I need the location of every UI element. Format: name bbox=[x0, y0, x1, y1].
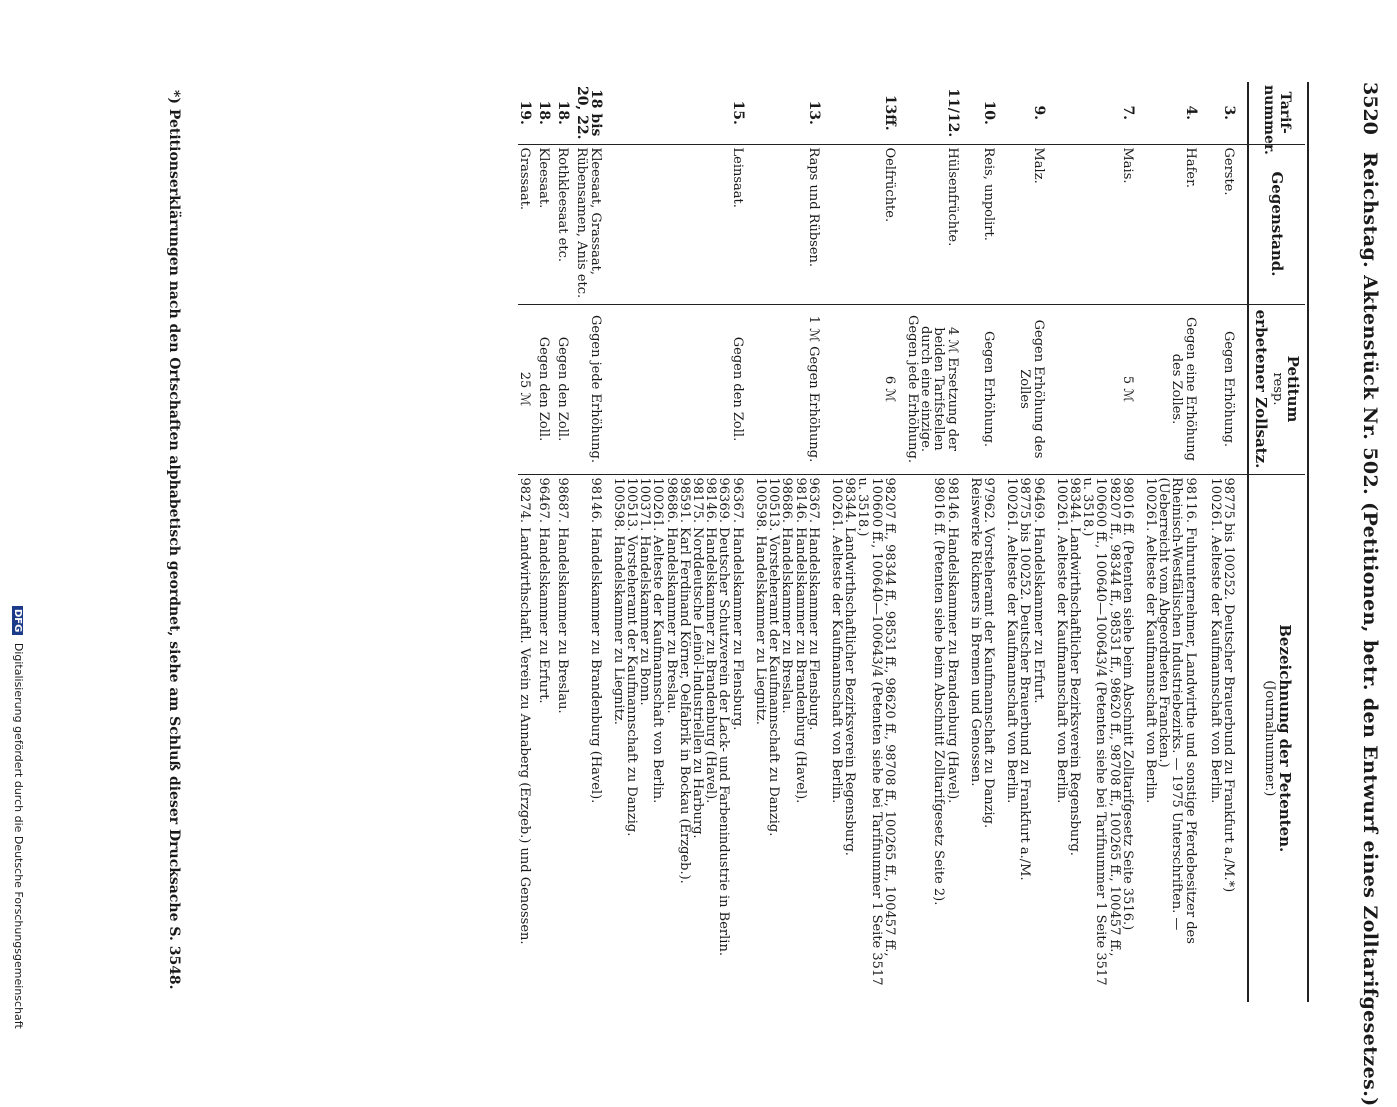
petitioner-entry: 100598. Handelskammer zu Liegnitz. bbox=[610, 477, 626, 725]
object-name: Raps und Rübsen. bbox=[754, 144, 830, 304]
header-rule bbox=[1307, 82, 1309, 1002]
object-name: Hafer. bbox=[1144, 144, 1209, 304]
petitum-value: Gegen den Zoll. bbox=[612, 304, 754, 474]
tariff-number: 9. bbox=[1005, 82, 1055, 144]
petitioner-entry: 96469. Handelskammer zu Erfurt. bbox=[1030, 477, 1046, 704]
petitioners-cell bbox=[754, 474, 830, 1002]
col-header-object: Gegenstand. bbox=[1248, 144, 1305, 304]
tariff-number: 7. bbox=[1055, 82, 1144, 144]
petitioner-entry: 98146. Handelskammer zu Brandenburg (Havel). bbox=[792, 477, 808, 804]
dfg-logo-badge: DFG bbox=[12, 606, 23, 635]
object-name: Grassaat. bbox=[518, 144, 537, 304]
petitioner-entry: 96467. Handelskammer zu Erfurt. bbox=[536, 477, 552, 704]
tariff-number: 19. bbox=[518, 82, 537, 144]
petitioner-entry: 100513. Vorsteheramt der Kaufmannschaft zu Danzig. bbox=[624, 477, 640, 837]
petitum-value: 4 ℳ Ersetzung der beiden Tarifstellen durch eine einzige. Gegen jede Erhöhung. bbox=[906, 304, 969, 474]
digitization-note bbox=[12, 606, 25, 1029]
petitioner-entry: 98775 bis 100252. Deutscher Brauerbund zu Frankfurt a./M.*) bbox=[1221, 477, 1236, 893]
tariff-number: 13. bbox=[754, 82, 830, 144]
tariff-number: 18 bis 20, 22. bbox=[575, 82, 611, 144]
petitioners-cell bbox=[518, 474, 537, 1002]
petitioners-cell bbox=[612, 474, 754, 1002]
petitioners-cell bbox=[1209, 474, 1248, 1002]
page-title: Reichstag. Aktenstück Nr. 502. (Petitionen, betr. den Entwurf eines Zolltarifgesetzes.) bbox=[1359, 152, 1381, 1107]
petitioner-entry: 100261. Aelteste der Kaufmannschaft von Berlin. bbox=[1207, 477, 1223, 804]
table-header-row bbox=[1248, 82, 1305, 1002]
petitioner-entry: 98775 bis 100252. Deutscher Brauerbund zu Frankfurt a./M. bbox=[1017, 477, 1033, 881]
petitioners-title: Bezeichnung der Petenten. bbox=[1276, 624, 1294, 853]
petitioner-entry: 100261. Aelteste der Kaufmannschaft von Berlin. bbox=[650, 477, 666, 804]
petitum-sub1: resp. bbox=[1270, 372, 1285, 406]
petitioner-entry: 100513. Vorsteheramt der Kaufmannschaft zu Danzig. bbox=[766, 477, 782, 837]
petitum-value: 6 ℳ bbox=[830, 304, 906, 474]
table-row bbox=[537, 82, 556, 1002]
petitioner-entry: 98146. Handelskammer zu Brandenburg (Havel). bbox=[703, 477, 719, 804]
object-name: Mais. bbox=[1055, 144, 1144, 304]
petitum-value: Gegen den Zoll. bbox=[556, 304, 575, 474]
col-header-petitum bbox=[1248, 304, 1305, 474]
petitioner-entry: 100261. Aelteste der Kaufmannschaft von Berlin. bbox=[1004, 477, 1020, 804]
object-name: Hülsenfrüchte. bbox=[906, 144, 969, 304]
petitioner-entry: 98344. Landwirthschaftlicher Bezirksverein Regensburg. bbox=[842, 477, 858, 856]
petitioners-cell bbox=[556, 474, 575, 1002]
petitioner-entry: 98207 ff., 98344 ff., 98531 ff., 98620 ff., 98708 ff., 100265 ff., 100457 ff., 100600 ff., 100640—100643/4 (Petenten siehe bei Tarifnummer 1 Seite 3517 u. 3518.) bbox=[855, 477, 897, 986]
petitum-value: Gegen jede Erhöhung. bbox=[575, 304, 611, 474]
table-row bbox=[518, 82, 537, 1002]
table-row bbox=[1055, 82, 1144, 1002]
petitioner-entry: 96367. Handelskammer zu Flensburg. bbox=[729, 477, 745, 731]
petitioner-entry: 100261. Aelteste der Kaufmannschaft von Berlin. bbox=[1053, 477, 1069, 804]
petitioner-entry: 98016 ff. (Petenten siehe beim Abschnitt Zolltarifgesetz Seite 2). bbox=[931, 477, 947, 906]
petitum-value: Gegen den Zoll. bbox=[537, 304, 556, 474]
tariff-number: 18. bbox=[556, 82, 575, 144]
petitioner-entry: 100261. Aelteste der Kaufmannschaft von Berlin. bbox=[1142, 477, 1158, 804]
petitioner-entry: 98016 ff. (Petenten siehe beim Abschnitt Zolltarifgesetz Seite 3516.) bbox=[1119, 477, 1135, 931]
petitum-sub2: erbetener Zollsatz. bbox=[1252, 309, 1270, 469]
petitioners-cell bbox=[575, 474, 611, 1002]
tariff-number: 18. bbox=[537, 82, 556, 144]
petitum-value: 25 ℳ bbox=[518, 304, 537, 474]
table-row bbox=[612, 82, 754, 1002]
tariff-number: 15. bbox=[612, 82, 754, 144]
petitioners-cell bbox=[1005, 474, 1055, 1002]
object-name: Kleesaat, Grassaat, Rübensamen, Anis etc. bbox=[575, 144, 611, 304]
tariff-number: 10. bbox=[969, 82, 1005, 144]
petitioners-sub: (Journalnummer.) bbox=[1262, 680, 1277, 797]
table-row bbox=[575, 82, 611, 1002]
table-row bbox=[830, 82, 906, 1002]
petitioners-cell bbox=[906, 474, 969, 1002]
petitioner-entry: 98344. Landwirthschaftlicher Bezirksverein Regensburg. bbox=[1066, 477, 1082, 856]
petitions-table bbox=[518, 82, 1305, 1002]
petitioners-cell bbox=[1055, 474, 1144, 1002]
petitioner-entry: Reiswerke Rickmers in Bremen und Genossen. bbox=[967, 477, 983, 787]
petitioner-entry: 98146. Handelskammer zu Brandenburg (Havel). bbox=[587, 477, 603, 804]
col-header-petitioners bbox=[1248, 474, 1305, 1002]
petitum-value: 5 ℳ bbox=[1055, 304, 1144, 474]
object-name: Reis, unpolirt. bbox=[969, 144, 1005, 304]
petitioner-entry: 97962. Vorsteheramt der Kaufmannschaft zu Danzig. bbox=[980, 477, 996, 829]
petitioners-cell bbox=[1144, 474, 1209, 1002]
petitioner-entry: 98116. Fuhrunternehmer, Landwirthe und sonstige Pferdebesitzer des Rheinisch-Westfälischen Industriebezirks. — 1975 Unterschriften. — bbox=[1169, 477, 1198, 944]
page-header bbox=[1349, 82, 1389, 1107]
object-name: Rothkleesaat etc. bbox=[556, 144, 575, 304]
object-name: Gerste. bbox=[1209, 144, 1248, 304]
petitum-value: Gegen eine Erhöhung des Zolles. bbox=[1144, 304, 1209, 474]
tariff-number: 13ff. bbox=[830, 82, 906, 144]
table-row bbox=[1209, 82, 1248, 1002]
tariff-number: 11/12. bbox=[906, 82, 969, 144]
petitioner-entry: 98207 ff., 98344 ff., 98531 ff., 98620 ff., 98708 ff., 100265 ff., 100457 ff., 100600 ff., 100640—100643/4 (Petenten siehe bei Tarifnummer 1 Seite 3517 u. 3518.) bbox=[1080, 477, 1122, 986]
table-row bbox=[754, 82, 830, 1002]
petitioners-cell bbox=[830, 474, 906, 1002]
table-row bbox=[1144, 82, 1209, 1002]
petitioner-entry: 96367. Handelskammer zu Flensburg. bbox=[805, 477, 821, 731]
table-row bbox=[906, 82, 969, 1002]
petitioner-entry: 100371. Handelskammer zu Bonn. bbox=[637, 477, 653, 706]
petitioner-entry: 100261. Aelteste der Kaufmannschaft von Berlin. bbox=[828, 477, 844, 804]
object-name: Leinsaat. bbox=[612, 144, 754, 304]
petitum-value: 1 ℳ Gegen Erhöhung. bbox=[754, 304, 830, 474]
petitioner-entry: 98146. Handelskammer zu Brandenburg (Havel). bbox=[944, 477, 960, 804]
tariff-number: 4. bbox=[1144, 82, 1209, 144]
petitioner-entry: 98274. Landwirthschaftl. Verein zu Annaberg (Erzgeb.) und Genossen. bbox=[516, 477, 532, 945]
col-header-tariff: Tarif-nummer. bbox=[1248, 82, 1305, 144]
petitum-value: Gegen Erhöhung. bbox=[969, 304, 1005, 474]
petitioner-entry: 96369. Deutscher Schutzverein der Lack- und Farbenindustrie in Berlin. bbox=[716, 477, 732, 956]
petitioner-entry: 98591. Karl Ferdinand Körner, Oelfabrik in Bockau (Erzgeb.). bbox=[676, 477, 692, 884]
object-name: Kleesaat. bbox=[537, 144, 556, 304]
petitioner-entry: 98687. Handelskammer zu Breslau. bbox=[555, 477, 571, 714]
digitization-text: Digitalisierung gefördert durch die Deutsche Forschungsgemeinschaft bbox=[12, 642, 25, 1029]
tariff-number: 3. bbox=[1209, 82, 1248, 144]
petitioner-entry: 98686. Handelskammer zu Breslau. bbox=[779, 477, 795, 714]
petitioner-entry: 98175. Norddeutsche Leinöl-Industriellen zu Harburg. bbox=[690, 477, 706, 839]
petitioner-entry: 98686. Handelskammer zu Breslau. bbox=[663, 477, 679, 714]
petitum-value: Gegen Erhöhung. bbox=[1209, 304, 1248, 474]
petitioner-entry: 100598. Handelskammer zu Liegnitz. bbox=[752, 477, 768, 725]
petitioner-entry: (Ueberreicht vom Abgeordneten Francken.) bbox=[1156, 477, 1172, 768]
object-name: Oelfrüchte. bbox=[830, 144, 906, 304]
petitioners-cell bbox=[537, 474, 556, 1002]
footnote: *) Petitionserklärungen nach den Ortschaften alphabetisch geordnet, siehe am Schluß dieser Drucksache S. 3548. bbox=[166, 90, 182, 990]
page-number: 3520 bbox=[1359, 82, 1381, 135]
table-row bbox=[969, 82, 1005, 1002]
table-row bbox=[556, 82, 575, 1002]
petitum-value: Gegen Erhöhung des Zolles bbox=[1005, 304, 1055, 474]
object-name: Malz. bbox=[1005, 144, 1055, 304]
petitum-title: Petitum bbox=[1284, 355, 1302, 423]
table-row bbox=[1005, 82, 1055, 1002]
petitioners-cell bbox=[969, 474, 1005, 1002]
